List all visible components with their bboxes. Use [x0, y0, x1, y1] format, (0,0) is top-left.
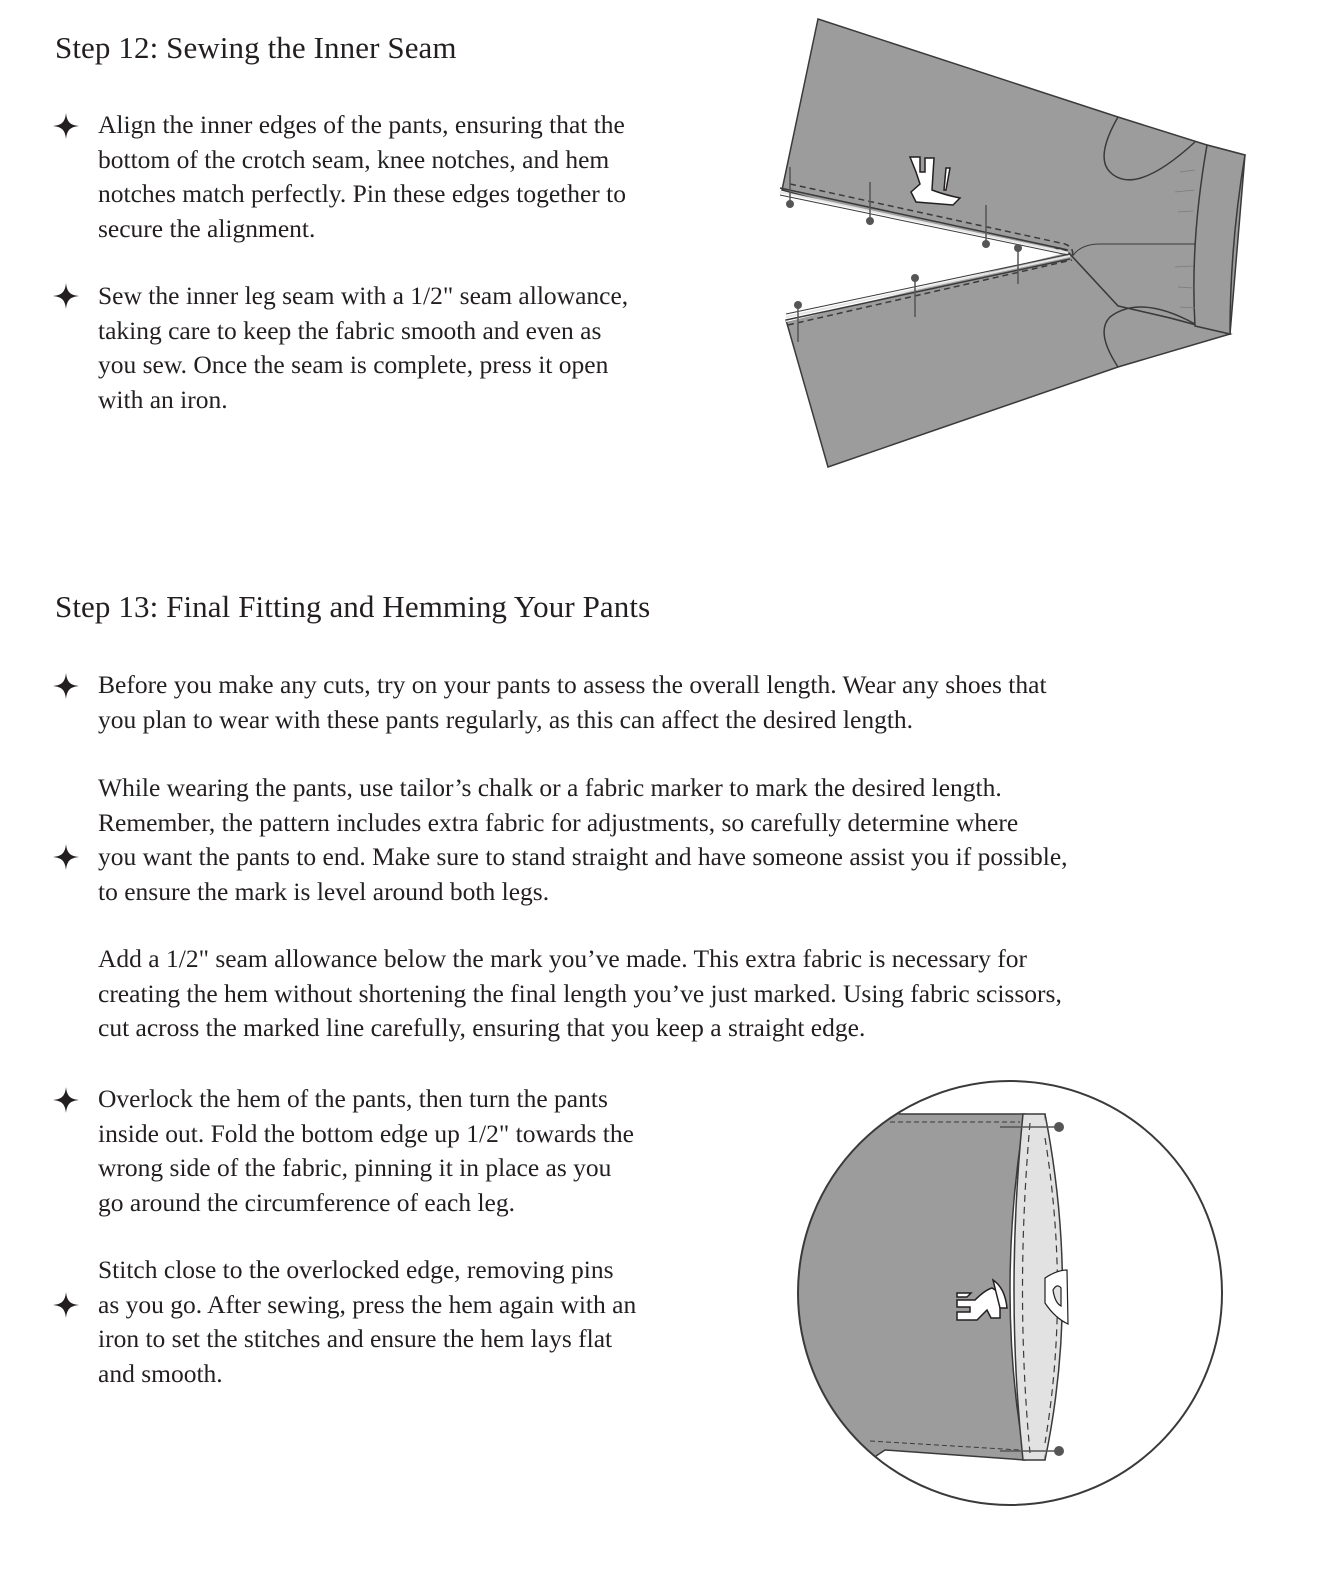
- text-line: creating the hem without shortening the final length you’ve just marked. Using fabric scissors,: [98, 978, 1062, 1008]
- star-bullet-icon: [52, 1086, 80, 1114]
- text-line: go around the circumference of each leg.: [98, 1187, 515, 1217]
- text-line: Overlock the hem of the pants, then turn the pants: [98, 1084, 608, 1113]
- step-13-heading: Step 13: Final Fitting and Hemming Your Pants: [55, 589, 651, 624]
- text-line: and smooth.: [98, 1358, 223, 1388]
- text-line: with an iron.: [98, 384, 228, 414]
- step-13-paragraph-2: [98, 771, 1298, 909]
- text-line: iron to set the stitches and ensure the hem lays flat: [98, 1324, 613, 1353]
- step-13-paragraph-5: [98, 1253, 758, 1391]
- star-bullet-icon: [52, 843, 80, 871]
- step-12-bullet-1: [98, 108, 758, 246]
- star-bullet-icon: [52, 112, 80, 140]
- text-line: to ensure the mark is level around both legs.: [98, 876, 550, 906]
- step-13-paragraph-3: [98, 942, 1298, 1046]
- text-line: Remember, the pattern includes extra fabric for adjustments, so carefully determine where: [98, 807, 1019, 837]
- text-line: you want the pants to end. Make sure to stand straight and have someone assist you if possible,: [98, 842, 1068, 871]
- text-line: Sew the inner leg seam with a 1/2" seam allowance,: [98, 281, 629, 310]
- text-line: taking care to keep the fabric smooth and even as: [98, 315, 602, 345]
- text-line: as you go. After sewing, press the hem again with an: [98, 1289, 637, 1319]
- text-line: notches match perfectly. Pin these edges together to: [98, 179, 627, 208]
- text-line: Align the inner edges of the pants, ensuring that the: [98, 110, 625, 139]
- text-line: you plan to wear with these pants regularly, as this can affect the desired length.: [98, 704, 914, 734]
- text-line: inside out. Fold the bottom edge up 1/2" towards the: [98, 1118, 634, 1148]
- star-bullet-icon: [52, 1291, 80, 1319]
- text-line: you sew. Once the seam is complete, press it open: [98, 350, 609, 379]
- step-12-heading: Step 12: Sewing the Inner Seam: [55, 30, 457, 65]
- step-13-paragraph-4: [98, 1082, 758, 1220]
- text-line: Add a 1/2" seam allowance below the mark you’ve made. This extra fabric is necessary for: [98, 944, 1028, 973]
- step-13-paragraph-1: [98, 668, 1298, 737]
- step-12-bullet-2: [98, 279, 758, 417]
- text-line: While wearing the pants, use tailor’s chalk or a fabric marker to mark the desired length.: [98, 773, 1002, 802]
- star-bullet-icon: [52, 672, 80, 700]
- pants-inner-seam-illustration: [770, 12, 1250, 472]
- text-line: bottom of the crotch seam, knee notches, and hem: [98, 144, 610, 174]
- text-line: wrong side of the fabric, pinning it in place as you: [98, 1153, 612, 1182]
- star-bullet-icon: [52, 282, 80, 310]
- text-line: Stitch close to the overlocked edge, removing pins: [98, 1255, 614, 1284]
- text-line: secure the alignment.: [98, 213, 316, 243]
- text-line: Before you make any cuts, try on your pants to assess the overall length. Wear any shoes that: [98, 670, 1047, 699]
- text-line: cut across the marked line carefully, ensuring that you keep a straight edge.: [98, 1013, 866, 1042]
- hem-stitching-illustration: [795, 1078, 1225, 1510]
